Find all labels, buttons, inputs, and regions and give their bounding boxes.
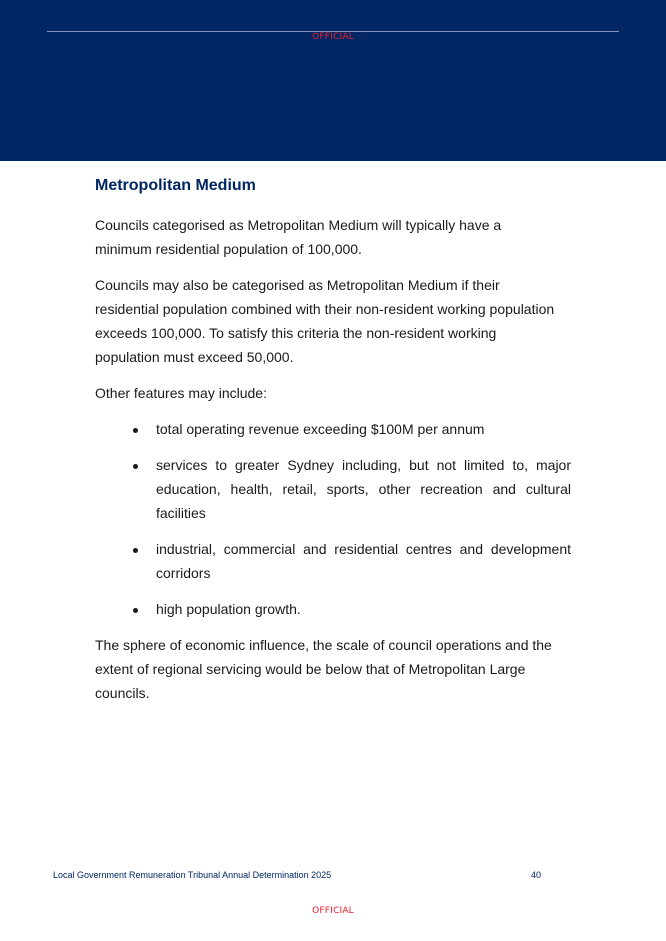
classification-label-top: OFFICIAL (312, 32, 354, 42)
list-item (95, 597, 571, 621)
classification-label-bottom: OFFICIAL (312, 906, 354, 916)
list-item-text: services to greater Sydney including, but not limited to, major education, health, retail, sports, other recreation and cultural facilities (156, 457, 571, 521)
footer-document-title: Local Government Remuneration Tribunal Annual Determination 2025 (53, 870, 332, 880)
feature-list (95, 417, 575, 621)
page-number: 40 (531, 870, 542, 880)
main-content (95, 176, 575, 717)
bullet-icon (133, 428, 138, 433)
list-item (95, 453, 571, 525)
list-item (95, 537, 571, 585)
section-heading: Metropolitan Medium (95, 177, 256, 194)
paragraph: Councils may also be categorised as Metropolitan Medium if their residential population combined with their non-resident working population exceeds 100,000. To satisfy this criteria the non-resident working population must exceed 50,000. (95, 277, 555, 365)
closing-paragraph: The sphere of economic influence, the scale of council operations and the extent of regional servicing would be below that of Metropolitan Large councils. (95, 637, 552, 701)
bullet-icon (133, 548, 138, 553)
paragraph: Councils categorised as Metropolitan Medium will typically have a minimum residential population of 100,000. (95, 217, 502, 257)
bullet-icon (133, 464, 138, 469)
list-item-text: industrial, commercial and residential centres and development corridors (156, 541, 571, 581)
list-item-text: total operating revenue exceeding $100M per annum (156, 421, 485, 437)
paragraph: Other features may include: (95, 385, 267, 401)
header-band (0, 0, 666, 161)
list-item (95, 417, 571, 441)
list-item-text: high population growth. (156, 601, 301, 617)
bullet-icon (133, 608, 138, 613)
